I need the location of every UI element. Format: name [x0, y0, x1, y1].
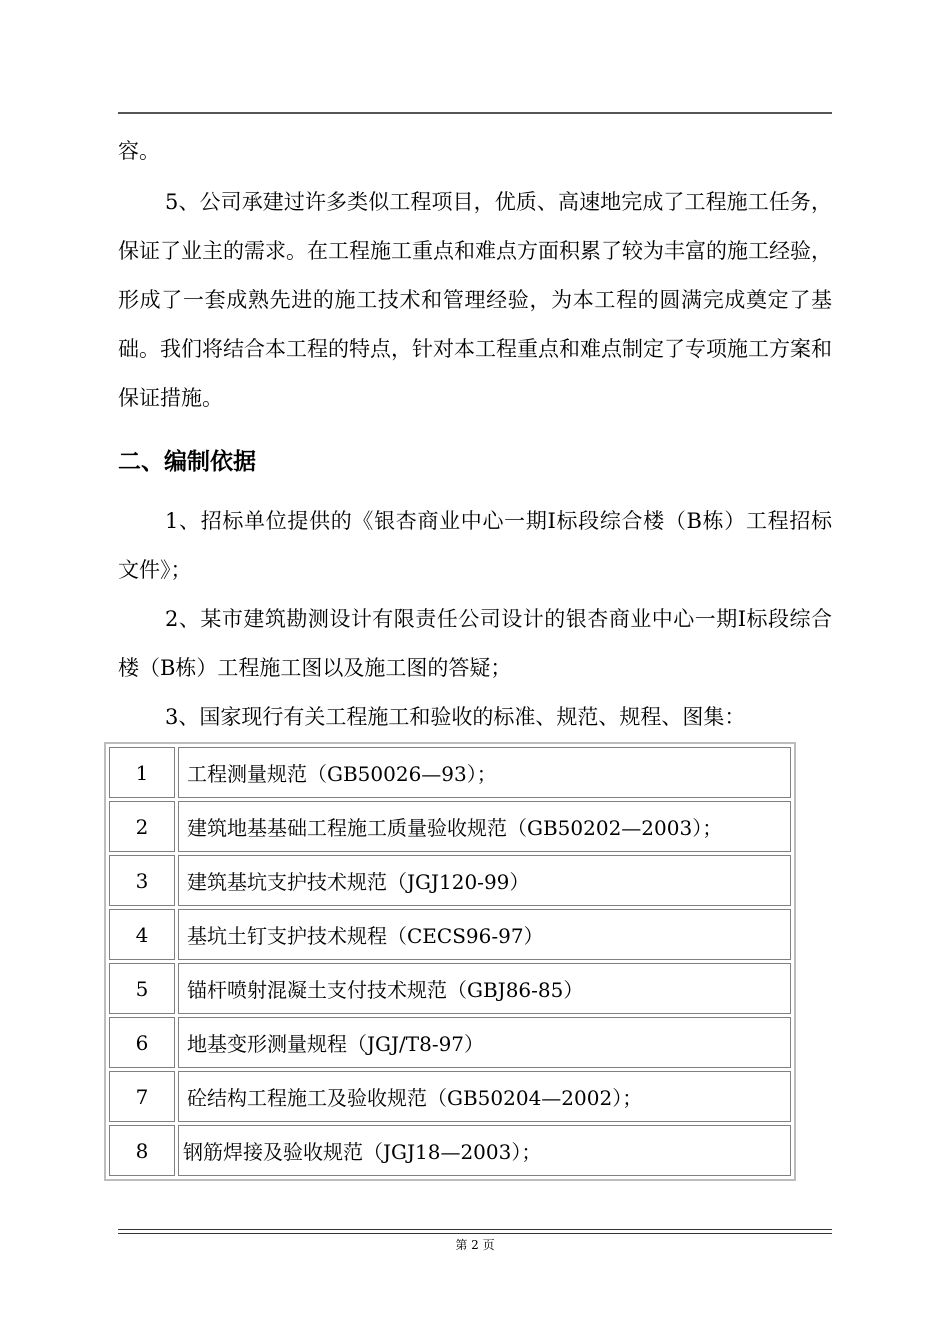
row-number: 1: [109, 747, 175, 798]
row-number: 7: [109, 1071, 175, 1122]
table-row: [109, 1017, 791, 1068]
table-row: [109, 801, 791, 852]
paragraph-continuation: 容。: [118, 139, 160, 163]
paragraph-basis-1: 1、招标单位提供的《银杏商业中心一期Ⅰ标段综合楼（B栋）工程招标文件》；: [118, 509, 832, 582]
footer-rule: [118, 1229, 832, 1230]
standard-name: 建筑地基基础工程施工质量验收规范（GB50202—2003）；: [178, 801, 791, 852]
row-number: 8: [109, 1125, 175, 1176]
standard-name: 基坑土钉支护技术规程（CECS96-97）: [178, 909, 791, 960]
standard-name: 锚杆喷射混凝土支付技术规范（GBJ86-85）: [178, 963, 791, 1014]
paragraph-item-5: 5、公司承建过许多类似工程项目，优质、高速地完成了工程施工任务，保证了业主的需求。在工程施工重点和难点方面积累了较为丰富的施工经验，形成了一套成熟先进的施工技术和管理经验，为本工程的圆满完成奠定了基础。我们将结合本工程的特点，针对本工程重点和难点制定了专项施工方案和保证措施。: [118, 190, 832, 410]
table-row: [109, 909, 791, 960]
page-number: 第 2 页: [455, 1238, 495, 1252]
table-row: [109, 1125, 791, 1176]
row-number: 2: [109, 801, 175, 852]
footer-rule-secondary: [118, 1233, 832, 1234]
row-number: 5: [109, 963, 175, 1014]
table-row: [109, 963, 791, 1014]
section-heading: 二、编制依据: [118, 449, 256, 475]
paragraph-basis-2: 2、某市建筑勘测设计有限责任公司设计的银杏商业中心一期Ⅰ标段综合楼（B栋）工程施工图以及施工图的答疑；: [118, 607, 832, 680]
header-rule: [118, 112, 832, 114]
standard-name: 工程测量规范（GB50026—93）；: [178, 747, 791, 798]
table-row: [109, 855, 791, 906]
standards-table: [104, 742, 796, 1181]
standard-name: 砼结构工程施工及验收规范（GB50204—2002）；: [178, 1071, 791, 1122]
paragraph-basis-3: 3、国家现行有关工程施工和验收的标准、规范、规程、图集：: [165, 705, 746, 729]
row-number: 4: [109, 909, 175, 960]
standard-name: 钢筋焊接及验收规范（JGJ18—2003）；: [178, 1125, 791, 1176]
table-row: [109, 1071, 791, 1122]
row-number: 6: [109, 1017, 175, 1068]
table-row: [109, 747, 791, 798]
row-number: 3: [109, 855, 175, 906]
standard-name: 建筑基坑支护技术规范（JGJ120-99）: [178, 855, 791, 906]
standard-name: 地基变形测量规程（JGJ/T8-97）: [178, 1017, 791, 1068]
